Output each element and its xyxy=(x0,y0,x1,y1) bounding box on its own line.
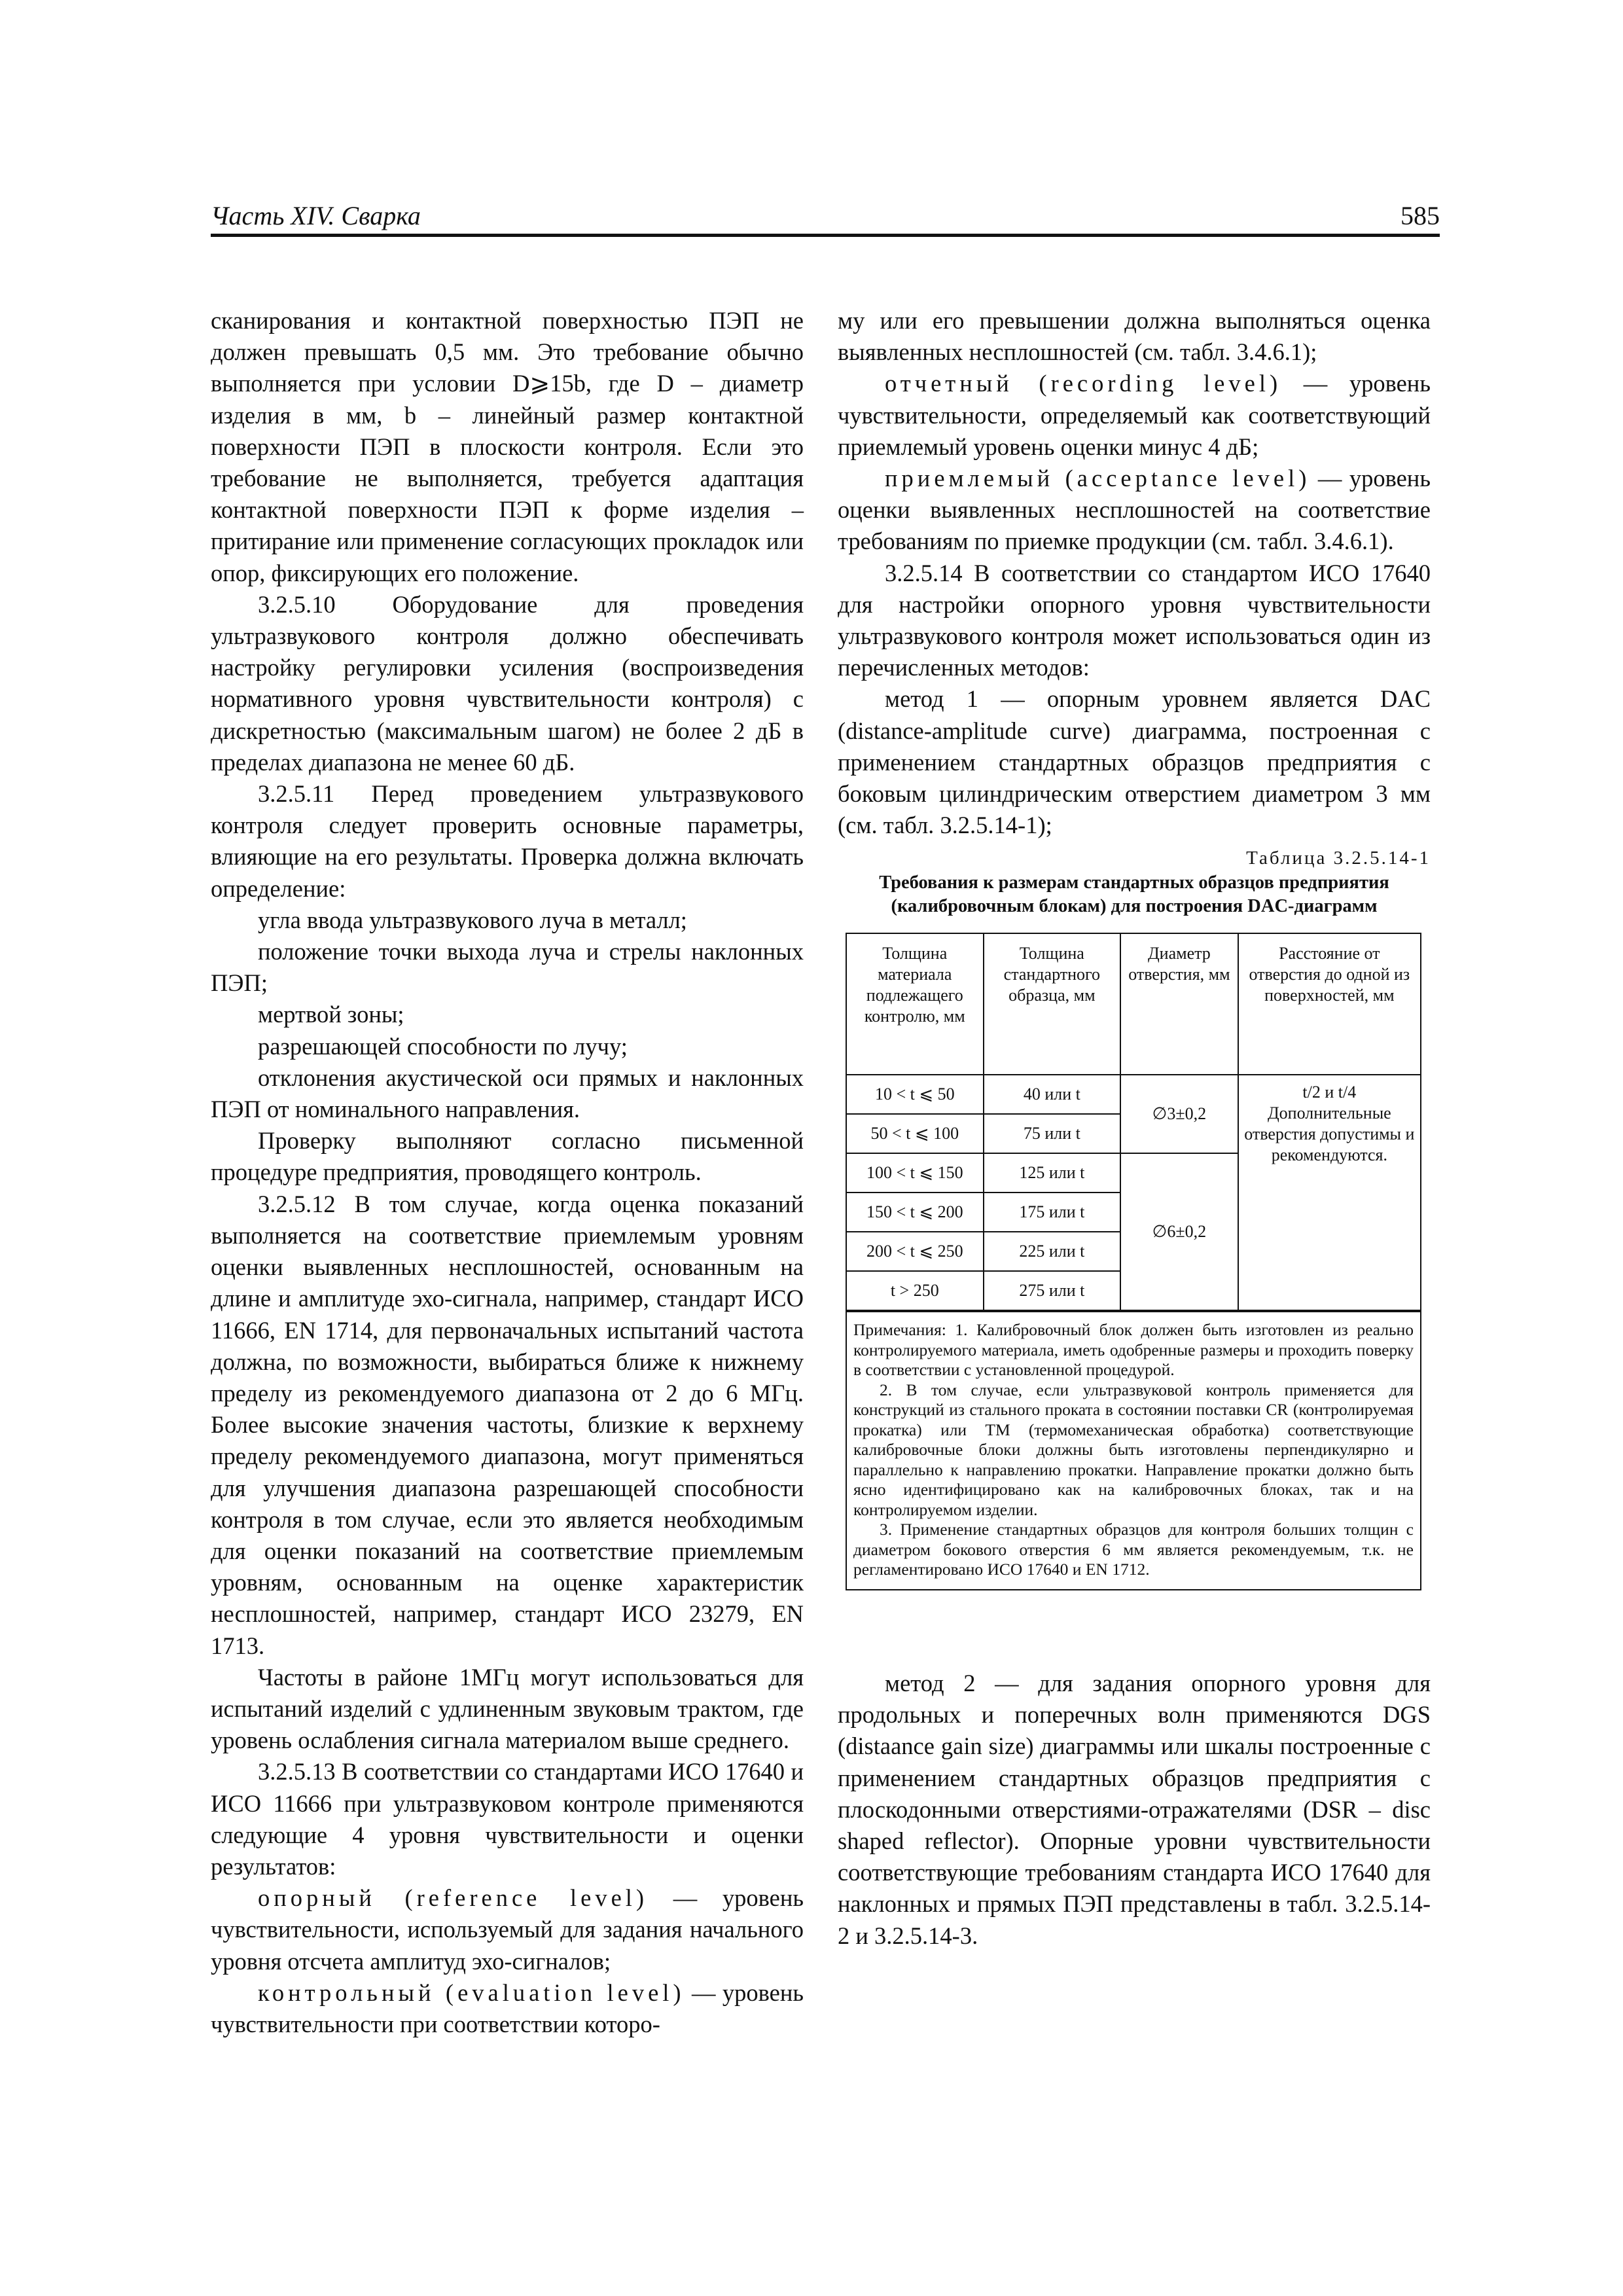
table-cell: 50 < t ⩽ 100 xyxy=(846,1114,984,1153)
table-cell: 100 < t ⩽ 150 xyxy=(846,1153,984,1193)
table-row xyxy=(846,1075,1421,1114)
list-item: отклонения акустической оси прямых и наклонных ПЭП от номинального направления. xyxy=(211,1064,804,1123)
table-cell: 200 < t ⩽ 250 xyxy=(846,1232,984,1271)
running-title: Часть XIV. Сварка xyxy=(211,201,421,230)
table-cell: 40 или t xyxy=(984,1075,1121,1114)
table-cell: t > 250 xyxy=(846,1271,984,1311)
page-header xyxy=(211,195,1440,236)
paragraph-3-2-5-13: 3.2.5.13 В соответствии со стандартами ИСО 17640 и ИСО 11666 при ультразвуковом контроле применяются следующие 4 уровня чувствительности и оценки результатов: xyxy=(211,1758,804,1880)
paragraph-method-2: метод 2 — для задания опорного уровня для продольных и поперечных волн применяются DGS (distaance gain size) диаграммы или шкалы построенные с применением стандартных образцов предприятия с плоскодонными отверстиями-отражателями (DSR – disc shaped reflector). Опорные уровни чувствительности соответствующие требованиям стандарта ИСО 17640 для наклонных и прямых ПЭП представлены в табл. 3.2.5.14-2 и 3.2.5.14-3. xyxy=(838,1669,1431,1949)
diameter-cell: ∅3±0,2 xyxy=(1120,1075,1238,1153)
level-definition: опорный (reference level) — уровень чувствительности, используемый для задания начального уровня отсчета амплитуд эхо-сигналов; xyxy=(211,1884,804,1975)
term: отчетный (recording level) xyxy=(885,370,1282,397)
distance-cell: t/2 и t/4 Дополнительные отверстия допустимы и рекомендуются. xyxy=(1238,1075,1421,1311)
table-note: 3. Применение стандартных образцов для контроля больших толщин с диаметром бокового отверстия 6 мм является рекомендуемым, т.к. не регламентировано ИСО 17640 и EN 1712. xyxy=(853,1520,1414,1579)
level-definition: контрольный (evaluation level) — уровень чувствительности при соответствии которо- xyxy=(211,1979,804,2037)
table-notes-row xyxy=(846,1311,1421,1590)
paragraph-3-2-5-12: 3.2.5.12 В том случае, когда оценка показаний выполняется на соответствие приемлемым уровням оценки выявленных несплошностей, основанным на длине и амплитуде эхо-сигнала, например, стандарт ИСО 11666, EN 1714, для первоначальных испытаний частота должна, по возможности, выбираться ближе к нижнему пределу из рекомендуемого диапазона от 2 до 6 МГц. Более высокие значения частоты, близкие к верхнему пределу рекомендуемого диапазона, могут применяться для улучшения диапазона разрешающей способности контроля в том случае, если это является необходимым для оценки показаний на соответствие приемлемым уровням, основанным на оценке характеристик несплошностей, например, стандарт ИСО 23279, EN 1713. xyxy=(211,1190,804,1659)
paragraph-3-2-5-11: 3.2.5.11 Перед проведением ультразвукового контроля следует проверить основные параметры, влияющие на его результаты. Проверка должна включать определение: xyxy=(211,780,804,902)
table-cell: 275 или t xyxy=(984,1271,1121,1311)
list-item: положение точки выхода луча и стрелы наклонных ПЭП; xyxy=(211,938,804,997)
requirements-table xyxy=(846,933,1421,1590)
table-notes xyxy=(846,1311,1421,1590)
column-header: Расстояние от отверстия до одной из поверхностей, мм xyxy=(1238,933,1421,1075)
paragraph: му или его превышении должна выполняться оценка выявленных несплошностей (см. табл. 3.4.6.1); xyxy=(838,307,1431,366)
term: контрольный (evaluation level) xyxy=(258,1979,685,2006)
paragraph: Проверку выполняют согласно письменной процедуре предприятия, проводящего контроль. xyxy=(211,1127,804,1186)
term: приемлемый (acceptance level) xyxy=(885,465,1311,492)
table-title: Требования к размерам стандартных образцов предприятия (калибровочным блокам) для построения DAC-диаграмм xyxy=(879,872,1389,917)
paragraph-3-2-5-10: 3.2.5.10 Оборудование для проведения ультразвукового контроля должно обеспечивать настройку регулировки усиления (воспроизведения нормативного уровня чувствительности контроля) с дискретностью (максимальным шагом) не более 2 дБ в пределах диапазона не менее 60 дБ. xyxy=(211,590,804,776)
table-number: Таблица 3.2.5.14-1 xyxy=(1246,848,1431,869)
table-cell: 150 < t ⩽ 200 xyxy=(846,1193,984,1232)
level-definition: приемлемый (acceptance level) — уровень оценки выявленных несплошностей на соответствие требованиям по приемке продукции (см. табл. 3.4.6.1). xyxy=(838,465,1431,555)
table-header-row xyxy=(846,933,1421,1075)
paragraph-3-2-5-14: 3.2.5.14 В соответствии со стандартом ИСО 17640 для настройки опорного уровня чувствительности ультразвукового контроля может использоваться один из перечисленных методов: xyxy=(838,559,1431,681)
left-column xyxy=(211,305,804,2040)
column-header: Толщина материала подлежащего контролю, мм xyxy=(846,933,984,1075)
paragraph: Частоты в районе 1МГц могут использоваться для испытаний изделий с удлиненным звуковым трактом, где уровень ослабления сигнала материалом выше среднего. xyxy=(211,1663,804,1754)
table-cell: 10 < t ⩽ 50 xyxy=(846,1075,984,1114)
right-column xyxy=(838,305,1431,1952)
list-item: мертвой зоны; xyxy=(258,1001,404,1028)
column-header: Толщина стандартного образца, мм xyxy=(984,933,1121,1075)
paragraph-method-1: метод 1 — опорным уровнем является DAC (distance-amplitude curve) диаграмма, построенная с применением стандартных образцов предприятия с боковым цилиндрическим отверстием диаметром 3 мм (см. табл. 3.2.5.14-1); xyxy=(838,685,1431,839)
table-note: 2. В том случае, если ультразвуковой контроль применяется для конструкций из стального проката в состоянии поставки CR (контролируемая прокатка) или TM (термомеханическая обработка) соответствующие калибровочные блоки должны быть изготовлены перпендикулярно и параллельно к направлению прокатки. Направление прокатки должно быть ясно идентифицировано как на калибровочных блоках, так и на контролируемом изделии. xyxy=(853,1380,1414,1519)
level-definition: отчетный (recording level) — уровень чувствительности, определяемый как соответствующий приемлемый уровень оценки минус 4 дБ; xyxy=(838,370,1431,460)
diameter-cell: ∅6±0,2 xyxy=(1120,1153,1238,1311)
table-cell: 75 или t xyxy=(984,1114,1121,1153)
term: опорный (reference level) xyxy=(258,1884,649,1912)
table-cell: 225 или t xyxy=(984,1232,1121,1271)
table-cell: 125 или t xyxy=(984,1153,1121,1193)
header-rule xyxy=(211,234,1440,237)
list-item: угла ввода ультразвукового луча в металл; xyxy=(258,906,687,933)
table-note: Примечания: 1. Калибровочный блок должен быть изготовлен из реально контролируемого материала, иметь одобренные размеры и проходить поверку в соответствии с установленной процедурой. xyxy=(853,1320,1414,1380)
column-header: Диаметр отверстия, мм xyxy=(1120,933,1238,1075)
paragraph: сканирования и контактной поверхностью ПЭП не должен превышать 0,5 мм. Это требование обычно выполняется при условии D⩾15b, где D – диаметр изделия в мм, b – линейный размер контактной поверхности ПЭП в плоскости контроля. Если это требование не выполняется, требуется адаптация контактной поверхности ПЭП к форме изделия – притирание или применение согласующих прокладок или опор, фиксирующих его положение. xyxy=(211,307,804,586)
page-number: 585 xyxy=(1400,201,1440,230)
list-item: разрешающей способности по лучу; xyxy=(258,1032,628,1060)
table-cell: 175 или t xyxy=(984,1193,1121,1232)
